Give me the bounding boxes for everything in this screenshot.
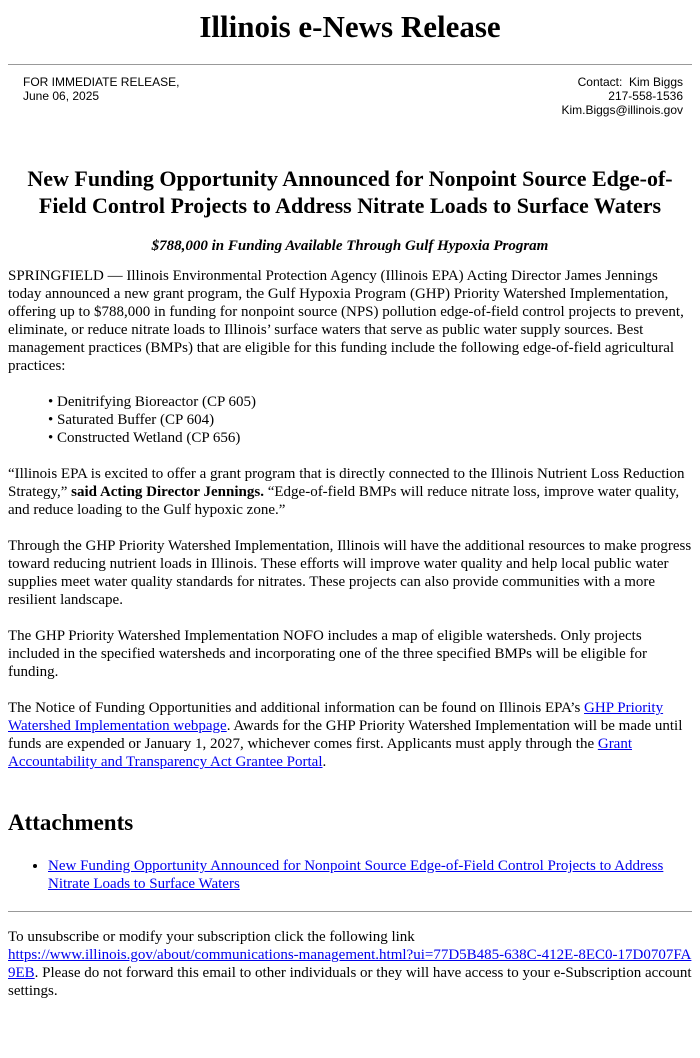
release-date-block xyxy=(23,75,179,103)
intro-paragraph: SPRINGFIELD — Illinois Environmental Protection Agency (Illinois EPA) Acting Director James Jennings today announced a new grant program, the Gulf Hypoxia Program (GHP) Priority Watershed Implementation, offering up to $788,000 in funding for nonpoint source (NPS) pollution edge-of-field control projects to prevent, eliminate, or reduce nitrate loads to Illinois’ surface waters that serve as public water supply sources. Best management practices (BMPs) that are eligible for this funding include the following edge-of-field agricultural practices: xyxy=(8,268,684,374)
attachment-link[interactable]: New Funding Opportunity Announced for Nonpoint Source Edge-of-Field Control Projects to Address Nitrate Loads to Surface Waters xyxy=(48,858,664,892)
release-info-bar xyxy=(0,65,700,125)
grantee-portal-link[interactable]: Grant Accountability and Transparency Act Grantee Portal xyxy=(8,736,633,770)
contact-phone: 217-558-1536 xyxy=(608,89,683,103)
quote-attribution: said Acting Director Jennings. xyxy=(71,484,264,500)
unsubscribe-footer xyxy=(8,928,692,1000)
article-subhead: $788,000 in Funding Available Through Gulf Hypoxia Program xyxy=(151,238,549,254)
notice-text-continued: . Awards for the GHP Priority Watershed Implementation will be made until funds are expended or January 1, 2027, whichever comes first. Applicants must apply through the xyxy=(8,718,683,752)
article-headline: New Funding Opportunity Announced for Nonpoint Source Edge-of-Field Control Projects to Address Nitrate Loads to Surface Waters xyxy=(27,166,673,218)
bmp-list xyxy=(48,393,700,447)
notice-end: . xyxy=(322,754,327,770)
ghp-webpage-link[interactable]: GHP Priority Watershed Implementation webpage xyxy=(8,700,664,734)
list-item: • Denitrifying Bioreactor (CP 605) xyxy=(48,393,700,411)
unsubscribe-text: To unsubscribe or modify your subscription click the following link xyxy=(8,929,415,945)
list-item: • Constructed Wetland (CP 656) xyxy=(48,429,700,447)
footer-divider xyxy=(8,911,692,912)
list-item: • Saturated Buffer (CP 604) xyxy=(48,411,700,429)
nofo-paragraph: The GHP Priority Watershed Implementation NOFO includes a map of eligible watersheds. Only projects included in the specified watersheds and incorporating one of the three specified BMPs will be eligible for funding. xyxy=(8,628,647,680)
quote-text: “Illinois EPA is excited to offer a grant program that is directly connected to the Illinois Nutrient Loss Reduction Strategy,” xyxy=(8,466,685,500)
notice-paragraph xyxy=(8,699,692,771)
attachments-heading: Attachments xyxy=(8,810,134,835)
quote-paragraph xyxy=(8,465,692,519)
quote-text-continued: “Edge-of-field BMPs will reduce nitrate loss, improve water quality, and reduce loading to the Gulf hypoxic zone.” xyxy=(8,484,680,518)
unsubscribe-link[interactable]: https://www.illinois.gov/about/communications-management.html?ui=77D5B485-638C-412E-8EC0-17D0707FA9EB xyxy=(8,947,692,981)
release-label: FOR IMMEDIATE RELEASE, xyxy=(23,75,180,89)
contact-block xyxy=(561,75,683,117)
resources-paragraph: Through the GHP Priority Watershed Implementation, Illinois will have the additional resources to make progress toward reducing nutrient loads in Illinois. These efforts will improve water quality and help local public water supplies meet water quality standards for nitrates. These projects can also provide communities with a more resilient landscape. xyxy=(8,538,692,608)
notice-text: The Notice of Funding Opportunities and additional information can be found on Illinois EPA’s xyxy=(8,700,581,716)
attachment-item xyxy=(48,857,670,893)
attachments-list xyxy=(0,857,700,893)
release-date: June 06, 2025 xyxy=(23,89,100,103)
forward-warning: . Please do not forward this email to other individuals or they will have access to your e-Subscription account settings. xyxy=(8,965,692,999)
contact-name: Contact: Kim Biggs xyxy=(577,75,683,89)
contact-email: Kim.Biggs@illinois.gov xyxy=(561,103,683,117)
masthead-title: Illinois e-News Release xyxy=(199,9,501,44)
